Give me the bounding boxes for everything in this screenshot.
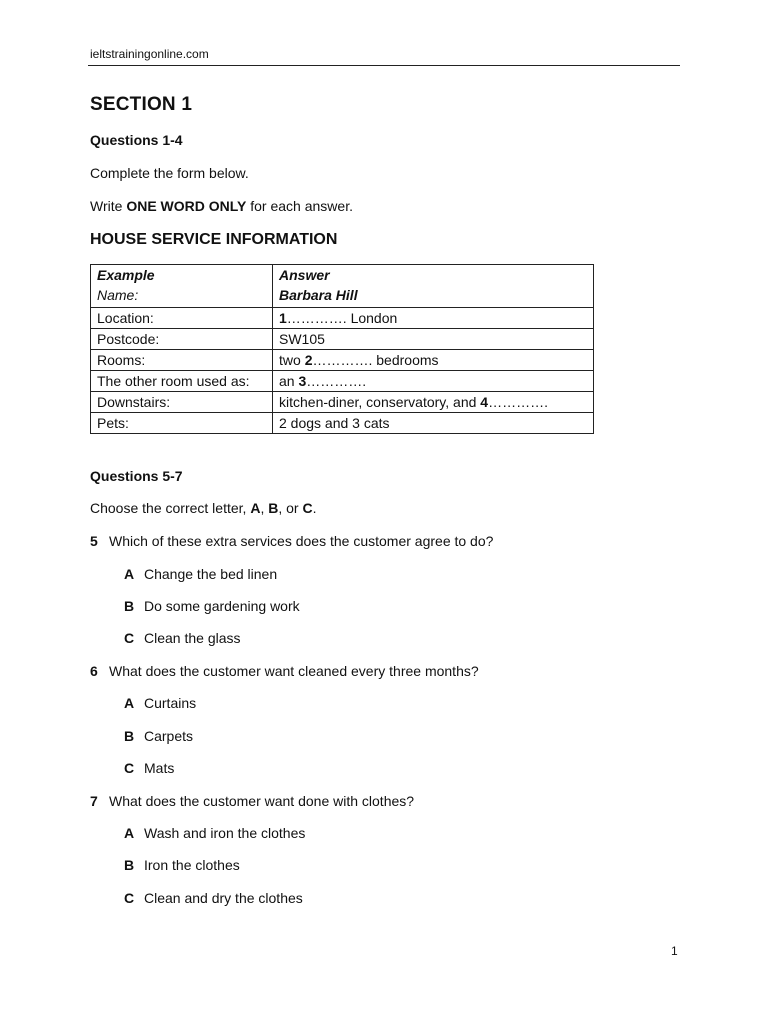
option-letter: B — [124, 857, 135, 873]
row-label: The other room used as: — [91, 371, 273, 392]
question-5 — [90, 533, 493, 549]
row-value-pre: 2 dogs and 3 cats — [279, 415, 390, 431]
question-7-option-b — [124, 857, 240, 873]
questions-5-7-heading: Questions 5-7 — [90, 468, 183, 484]
question-number: 6 — [90, 663, 98, 679]
question-7 — [90, 793, 414, 809]
page-number: 1 — [671, 944, 678, 958]
question-5-option-b — [124, 598, 300, 614]
house-service-form-table — [90, 264, 594, 434]
option-letter: A — [124, 825, 135, 841]
answer-label: Answer — [279, 267, 330, 283]
row-value-post: …………. London — [286, 310, 398, 326]
table-row-example — [91, 265, 594, 308]
header-divider — [88, 65, 680, 66]
row-value-post: …………. bedrooms — [312, 352, 439, 368]
example-label: Example — [97, 267, 155, 283]
instruction-word-limit-pre: Write — [90, 198, 127, 214]
question-7-option-a — [124, 825, 305, 841]
question-6 — [90, 663, 479, 679]
instruction-choose-pre: Choose the correct letter, — [90, 500, 251, 516]
row-value — [273, 413, 594, 434]
option-text: Wash and iron the clothes — [144, 825, 306, 841]
row-value — [273, 350, 594, 371]
table-row — [91, 413, 594, 434]
option-text: Clean the glass — [144, 630, 241, 646]
row-value — [273, 329, 594, 350]
instruction-letter-c: C — [302, 500, 313, 516]
option-text: Do some gardening work — [144, 598, 300, 614]
answer-cell — [273, 265, 594, 308]
instruction-word-limit-bold: ONE WORD ONLY — [126, 198, 247, 214]
row-value-post: …………. — [488, 394, 548, 410]
instruction-letter-a: A — [250, 500, 261, 516]
question-7-option-c — [124, 890, 303, 906]
table-row — [91, 308, 594, 329]
question-number: 2 — [304, 352, 313, 368]
row-value-pre: SW105 — [279, 331, 325, 347]
option-letter: B — [124, 728, 135, 744]
header-url: ieltstrainingonline.com — [90, 47, 209, 61]
instruction-sep1: , — [260, 500, 269, 516]
option-text: Change the bed linen — [144, 566, 278, 582]
option-letter: B — [124, 598, 135, 614]
row-label: Location: — [91, 308, 273, 329]
question-6-option-a — [124, 695, 196, 711]
question-number: 3 — [298, 373, 307, 389]
row-value-post: …………. — [306, 373, 367, 389]
option-letter: C — [124, 630, 135, 646]
table-row — [91, 350, 594, 371]
option-text: Carpets — [144, 728, 194, 744]
row-value-pre: two — [279, 352, 305, 368]
row-label: Downstairs: — [91, 392, 273, 413]
name-value: Barbara Hill — [279, 287, 358, 303]
option-letter: A — [124, 695, 135, 711]
example-cell — [91, 265, 273, 308]
instruction-word-limit — [90, 198, 353, 214]
question-5-option-a — [124, 566, 277, 582]
table-row — [91, 392, 594, 413]
question-number: 1 — [279, 310, 287, 326]
question-number: 5 — [90, 533, 98, 549]
question-text: What does the customer want done with clothes? — [109, 793, 415, 809]
name-label: Name: — [97, 287, 139, 303]
option-text: Clean and dry the clothes — [144, 890, 303, 906]
option-text: Mats — [144, 760, 175, 776]
table-row — [91, 371, 594, 392]
option-letter: C — [124, 890, 135, 906]
option-text: Iron the clothes — [144, 857, 240, 873]
questions-1-4-heading: Questions 1-4 — [90, 132, 183, 148]
section-title: SECTION 1 — [90, 94, 193, 115]
option-letter: A — [124, 566, 135, 582]
question-number: 4 — [480, 394, 489, 410]
question-5-option-c — [124, 630, 241, 646]
row-value — [273, 392, 594, 413]
row-value-pre: kitchen-diner, conservatory, and — [279, 394, 481, 410]
question-6-option-b — [124, 728, 193, 744]
instruction-choose-letter — [90, 500, 316, 516]
instruction-letter-b: B — [268, 500, 279, 516]
option-letter: C — [124, 760, 135, 776]
table-row — [91, 329, 594, 350]
question-text: What does the customer want cleaned every three months? — [109, 663, 479, 679]
form-title: HOUSE SERVICE INFORMATION — [90, 231, 338, 248]
row-label: Postcode: — [91, 329, 273, 350]
row-value-pre: an — [279, 373, 299, 389]
question-text: Which of these extra services does the customer agree to do? — [109, 533, 494, 549]
row-value — [273, 308, 594, 329]
row-value — [273, 371, 594, 392]
question-6-option-c — [124, 760, 174, 776]
instruction-sep2: , or — [278, 500, 303, 516]
option-text: Curtains — [144, 695, 197, 711]
row-label: Pets: — [91, 413, 273, 434]
instruction-word-limit-post: for each answer. — [246, 198, 353, 214]
question-number: 7 — [90, 793, 98, 809]
instruction-choose-post: . — [312, 500, 317, 516]
instruction-complete-form: Complete the form below. — [90, 165, 249, 181]
row-label: Rooms: — [91, 350, 273, 371]
